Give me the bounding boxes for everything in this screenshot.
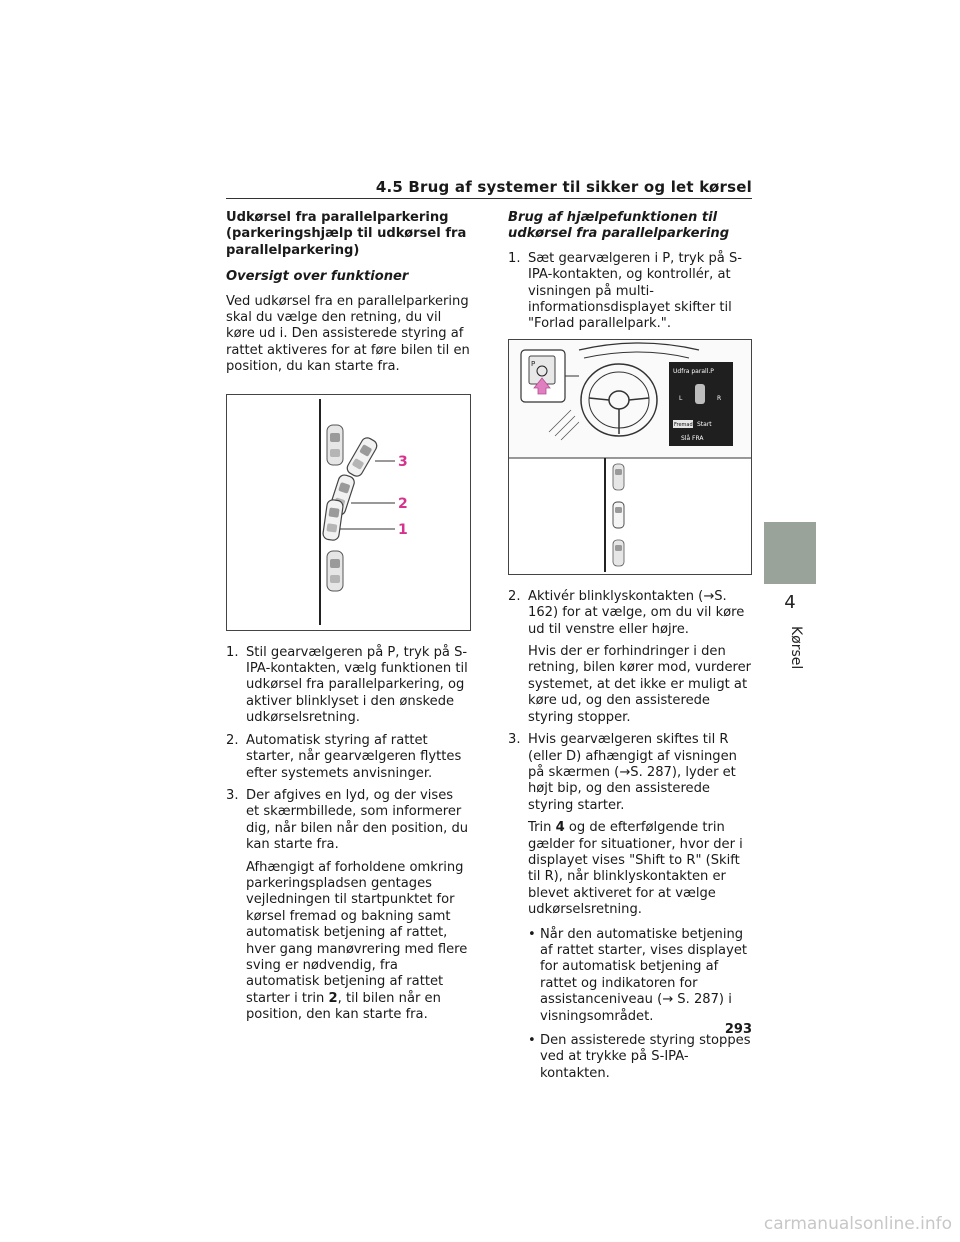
right-column [508, 210, 752, 1090]
step-text: Aktivér blinklyskontakten (→S. 162) for at vælge, om du vil køre ud til venstre eller højre. [528, 588, 745, 637]
right-steps-a [508, 251, 752, 333]
chapter-tab [764, 522, 816, 584]
parked-car-front-right [613, 464, 624, 490]
header-rule [226, 198, 752, 199]
right-step-2 [508, 589, 752, 726]
figure-label-2: 2 [398, 495, 408, 512]
ego-car-position-1 [322, 499, 343, 541]
left-step-2 [226, 733, 470, 782]
display-fremad-label: Fremad [674, 421, 693, 428]
step-number: 3. [508, 732, 521, 748]
display-slaa-fra-label: Slå FRA [681, 434, 704, 442]
left-steps [226, 645, 470, 1024]
note-pre: Afhængigt af forholdene omkring parkeringspladsen gentages vejledningen til startpunktet for kørsel fremad og bakning samt automatisk betjening af rattet, hver gang manøvrering med flere sving er nødvendig, fra automatisk betjening af rattet starter i trin [246, 859, 468, 1006]
left-subtitle: Oversigt over funktioner [226, 269, 409, 285]
left-step-1 [226, 645, 470, 727]
right-title: Brug af hjælpefunktionen til udkørsel fra parallelparkering [508, 210, 730, 242]
parked-car-front [327, 425, 343, 465]
figure-label-3: 3 [398, 453, 408, 470]
dashboard-svg [509, 340, 751, 574]
dashboard-illustration [508, 339, 752, 575]
step-text: Hvis gearvælgeren skiftes til R (eller D) afhængigt af visningen på skærmen (→S. 287), lyder et højt bip, og den assisterede styring starter. [528, 732, 737, 813]
watermark: carmanualsonline.info [763, 1214, 952, 1234]
step-text: Stil gearvælgeren på P, tryk på S-IPA-kontakten, vælg funktionen til udkørsel fra parallelparkering, og aktiver blinklyset i den ønskede udkørselsretning. [246, 644, 468, 726]
ego-car-right [613, 502, 624, 528]
page-number: 293 [724, 1022, 752, 1037]
step-note: Hvis der er forhindringer i den retning, bilen kører mod, vurderer systemet, at det ikke er muligt at køre ud, og den assisterede styring stopper. [528, 644, 752, 725]
parked-car-rear-right [613, 540, 624, 566]
display-right-letter: R [717, 394, 722, 402]
right-step-1 [508, 251, 752, 333]
display-left-letter: L [679, 394, 683, 402]
parallel-exit-svg [227, 395, 470, 630]
display-car-icon [695, 384, 705, 404]
bullet-item: • Når den automatiske betjening af rattet starter, vises displayet for automatisk betjening af rattet og indikatoren for assistanceniveau (→ S. 287) i visningsområdet. [528, 927, 752, 1025]
note-post: og de efterfølgende trin gælder for situationer, hvor der i displayet vises "Shift to R" (Skift til R), når blinklyskontakten er blevet aktiveret for at vælge udkørselsretning. [528, 820, 743, 918]
note-bold: 4 [555, 820, 565, 836]
step-text: Sæt gearvælgeren i P, tryk på S-IPA-kontakten, og kontrollér, at visningen på multi-informationsdisplayet skifter til "Forlad parallelpark.". [528, 250, 743, 332]
step-number: 2. [226, 732, 239, 748]
note-pre: Trin [528, 820, 556, 836]
left-column [226, 210, 470, 1030]
bullet-item: • Den assisterede styring stoppes ved at trykke på S-IPA-kontakten. [528, 1033, 752, 1082]
right-steps-b [508, 589, 752, 1082]
step-text: Der afgives en lyd, og der vises et skærmbillede, som informerer dig, når bilen når den position, du kan starte fra. [246, 787, 469, 853]
figure-label-1: 1 [398, 521, 408, 538]
step-number: 1. [226, 644, 239, 660]
step-note [246, 860, 470, 1024]
note-bold: 2 [328, 990, 338, 1006]
step-note [528, 820, 752, 918]
left-step-3 [226, 788, 470, 1024]
parallel-exit-illustration [226, 394, 471, 631]
display-start-label: Start [697, 420, 712, 428]
section-header: 4.5 Brug af systemer til sikker og let kørsel [375, 178, 752, 196]
left-title: Udkørsel fra parallelparkering (parkeringshjælp til udkørsel fra parallelparkering) [226, 210, 467, 258]
step-number: 2. [508, 588, 521, 604]
parked-car-rear [327, 551, 343, 591]
chapter-tab-number: 4 [784, 592, 796, 613]
ego-car-position-3 [345, 435, 379, 478]
step-number: 1. [508, 250, 521, 266]
step3-bullets [528, 927, 752, 1083]
chapter-tab-label: Kørsel [788, 626, 804, 670]
switch-p-label: P [531, 359, 536, 368]
step-text: Automatisk styring af rattet starter, når gearvælgeren flyttes efter systemets anvisninger. [246, 732, 462, 781]
left-intro: Ved udkørsel fra en parallelparkering skal du vælge den retning, du vil køre ud i. Den assisterede styring af rattet aktiveres for at føre bilen til en position, du kan starte fra. [226, 293, 470, 375]
note-post: , til bilen når en position, den kan starte fra. [246, 990, 441, 1023]
display-title: Udfra parall.P [673, 367, 714, 375]
step-number: 3. [226, 787, 239, 803]
